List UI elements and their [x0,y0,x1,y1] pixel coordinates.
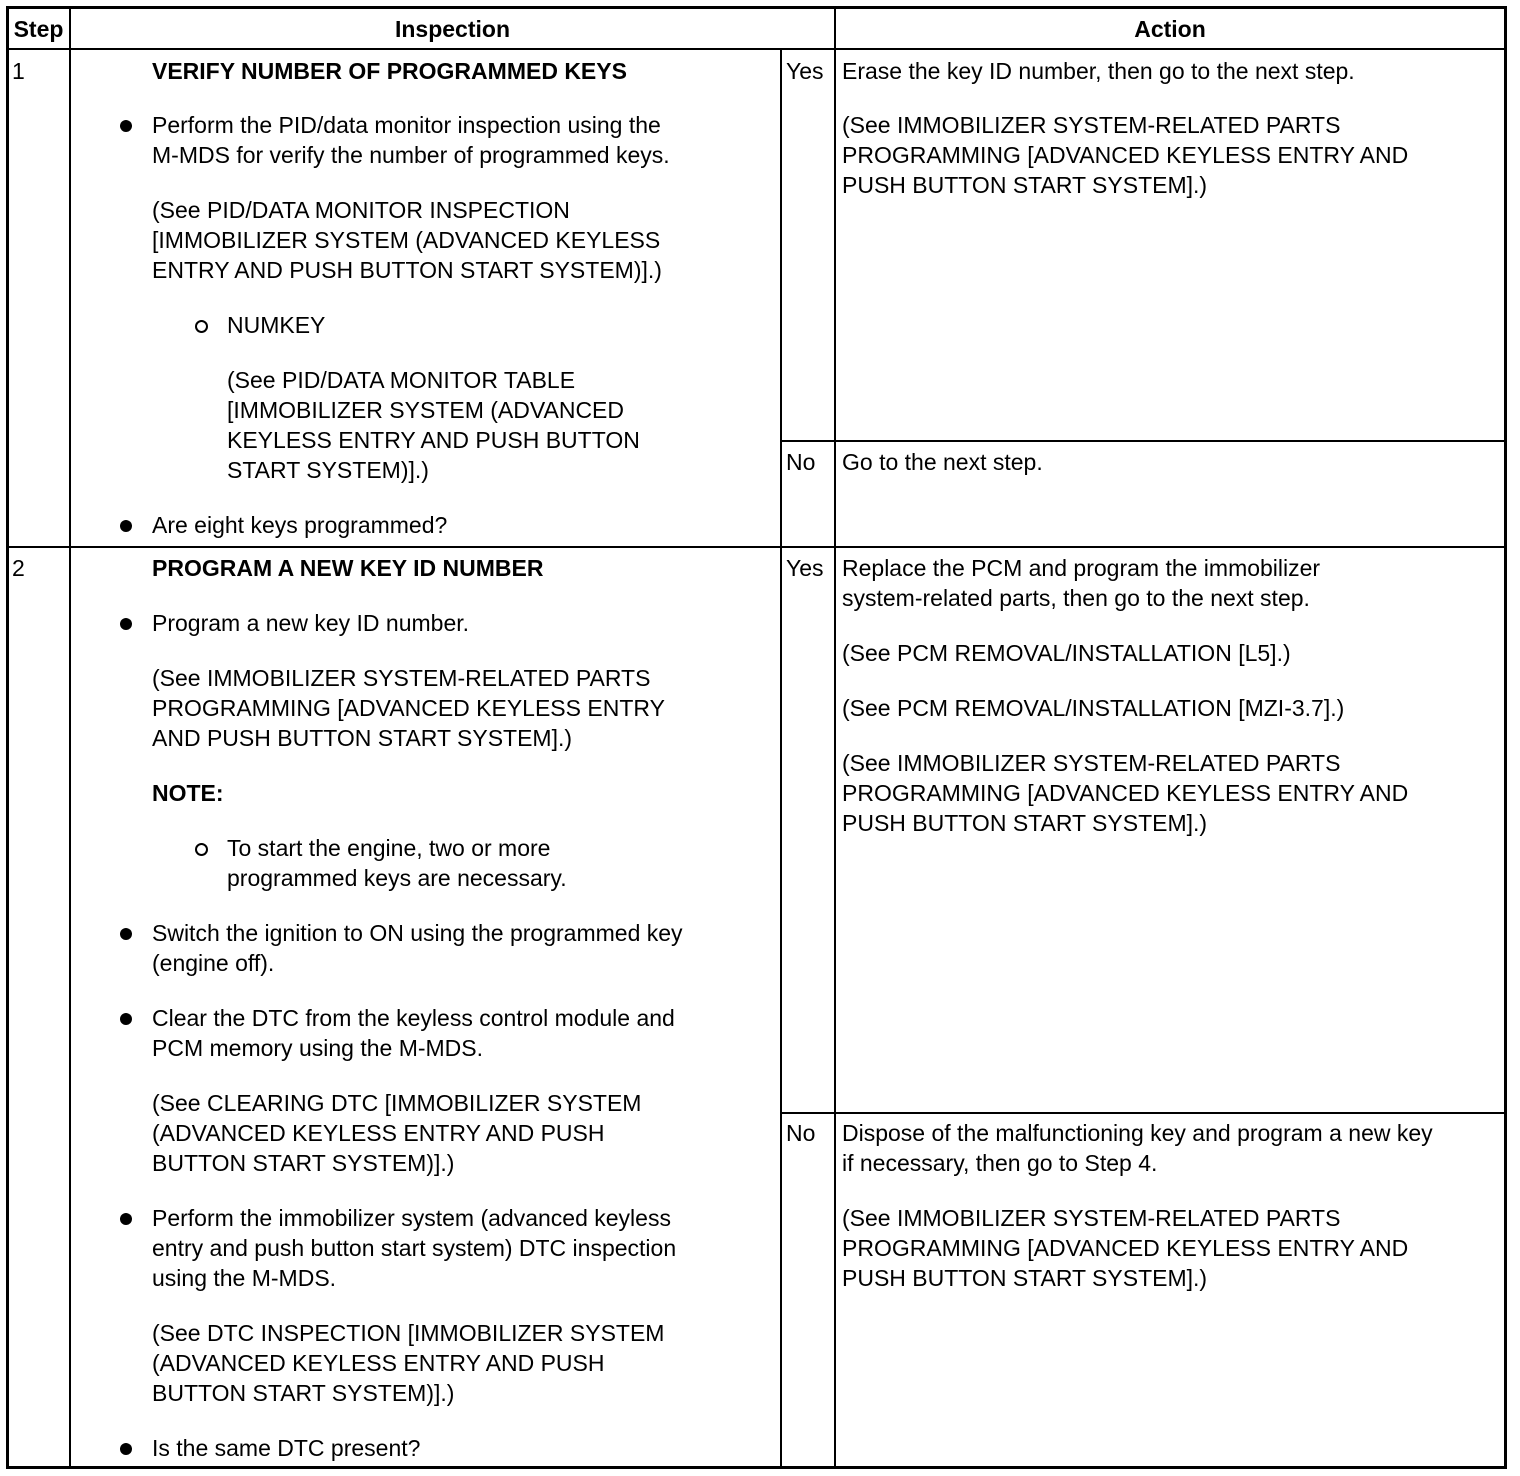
reference-text: (See IMMOBILIZER SYSTEM-RELATED PARTS [842,750,1341,776]
reference-text: (See PID/DATA MONITOR TABLE [227,367,576,393]
sub-bullet-icon [195,843,208,856]
reference-text: BUTTON START SYSTEM)].) [152,1380,455,1406]
note-text: To start the engine, two or more [227,835,551,861]
note-heading: NOTE: [152,780,224,806]
reference-text: START SYSTEM)].) [227,457,429,483]
action-text: Dispose of the malfunctioning key and program a new key [842,1120,1433,1146]
bullet-icon [120,520,132,532]
inspection-text: Program a new key ID number. [152,610,470,636]
note-text: programmed keys are necessary. [227,865,567,891]
reference-text: (See IMMOBILIZER SYSTEM-RELATED PARTS [842,112,1341,138]
reference-text: PUSH BUTTON START SYSTEM].) [842,172,1208,198]
bullet-icon [120,618,132,630]
reference-text: [IMMOBILIZER SYSTEM (ADVANCED KEYLESS [152,227,661,253]
col-divider-inspection [834,6,836,1469]
sub-bullet-icon [195,320,208,333]
inspection-question: Is the same DTC present? [152,1435,421,1461]
inspection-text: PCM memory using the M-MDS. [152,1035,484,1061]
reference-text: (ADVANCED KEYLESS ENTRY AND PUSH [152,1350,605,1376]
row-divider [6,546,1507,548]
bullet-icon [120,928,132,940]
action-text: Erase the key ID number, then go to the next step. [842,58,1355,84]
reference-text: (See IMMOBILIZER SYSTEM-RELATED PARTS [842,1205,1341,1231]
reference-text: BUTTON START SYSTEM)].) [152,1150,455,1176]
bullet-icon [120,1443,132,1455]
step-number: 1 [12,58,25,84]
col-divider-yesno [780,48,782,1469]
inspection-text: Clear the DTC from the keyless control module and [152,1005,675,1031]
bullet-icon [120,1013,132,1025]
inspection-text: entry and push button start system) DTC inspection [152,1235,677,1261]
header-action: Action [1134,16,1206,42]
reference-text: PROGRAMMING [ADVANCED KEYLESS ENTRY AND [842,1235,1409,1261]
inspection-text: Perform the PID/data monitor inspection using the [152,112,661,138]
row1-yesno-divider [780,440,1507,442]
inspection-text: Perform the immobilizer system (advanced keyless [152,1205,671,1231]
header-step: Step [13,16,64,42]
inspection-text: M-MDS for verify the number of programmed keys. [152,142,670,168]
action-text: if necessary, then go to Step 4. [842,1150,1158,1176]
header-divider [6,48,1507,50]
reference-text: PROGRAMMING [ADVANCED KEYLESS ENTRY AND [842,780,1409,806]
reference-text: PROGRAMMING [ADVANCED KEYLESS ENTRY AND [842,142,1409,168]
yes-label: Yes [786,58,824,84]
no-label: No [786,449,816,475]
reference-text: [IMMOBILIZER SYSTEM (ADVANCED [227,397,625,423]
reference-text: (See PCM REMOVAL/INSTALLATION [MZI-3.7].) [842,695,1345,721]
inspection-text: Switch the ignition to ON using the programmed key [152,920,683,946]
action-text: Replace the PCM and program the immobilizer [842,555,1321,581]
bullet-icon [120,1213,132,1225]
step-title: PROGRAM A NEW KEY ID NUMBER [152,555,544,581]
reference-text: (See PID/DATA MONITOR INSPECTION [152,197,570,223]
inspection-text: using the M-MDS. [152,1265,337,1291]
reference-text: ENTRY AND PUSH BUTTON START SYSTEM)].) [152,257,662,283]
header-inspection: Inspection [394,16,510,42]
reference-text: KEYLESS ENTRY AND PUSH BUTTON [227,427,640,453]
step-title: VERIFY NUMBER OF PROGRAMMED KEYS [152,58,627,84]
action-text: system-related parts, then go to the next step. [842,585,1310,611]
reference-text: (See DTC INSPECTION [IMMOBILIZER SYSTEM [152,1320,665,1346]
reference-text: (ADVANCED KEYLESS ENTRY AND PUSH [152,1120,605,1146]
reference-text: PUSH BUTTON START SYSTEM].) [842,1265,1208,1291]
inspection-question: Are eight keys programmed? [152,512,448,538]
action-text: Go to the next step. [842,449,1043,475]
inspection-text: (engine off). [152,950,275,976]
bullet-icon [120,120,132,132]
sub-item-text: NUMKEY [227,312,326,338]
reference-text: AND PUSH BUTTON START SYSTEM].) [152,725,573,751]
reference-text: (See IMMOBILIZER SYSTEM-RELATED PARTS [152,665,651,691]
row2-yesno-divider [780,1112,1507,1114]
reference-text: PROGRAMMING [ADVANCED KEYLESS ENTRY [152,695,665,721]
reference-text: (See PCM REMOVAL/INSTALLATION [L5].) [842,640,1291,666]
reference-text: (See CLEARING DTC [IMMOBILIZER SYSTEM [152,1090,642,1116]
yes-label: Yes [786,555,824,581]
no-label: No [786,1120,816,1146]
step-number: 2 [12,555,25,581]
col-divider-step [69,6,71,1469]
reference-text: PUSH BUTTON START SYSTEM].) [842,810,1208,836]
